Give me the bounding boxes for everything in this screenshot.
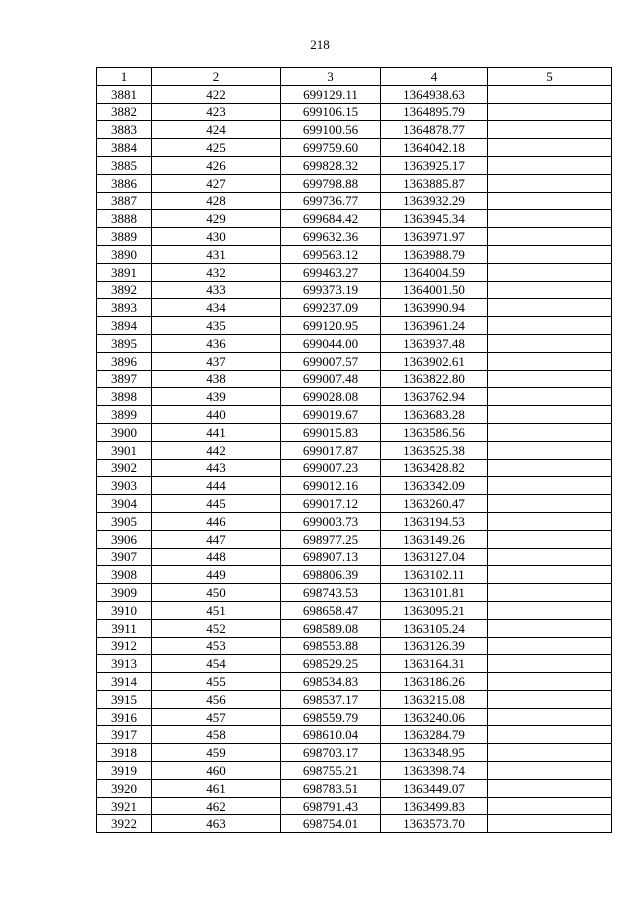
- table-cell-col-2: 423: [152, 103, 281, 121]
- column-header-1: 1: [97, 68, 152, 86]
- table-cell-col-5: [488, 388, 612, 406]
- table-cell-col-5: [488, 103, 612, 121]
- table-cell-col-1: 3895: [97, 334, 152, 352]
- table-row: [97, 762, 612, 780]
- table-cell-col-4: 1363961.24: [381, 317, 488, 335]
- table-cell-col-4: 1363149.26: [381, 530, 488, 548]
- table-cell-col-3: 698703.17: [281, 744, 381, 762]
- table-cell-col-1: 3916: [97, 708, 152, 726]
- table-cell-col-5: [488, 352, 612, 370]
- table-cell-col-2: 425: [152, 139, 281, 157]
- table-cell-col-2: 463: [152, 815, 281, 833]
- table-cell-col-1: 3922: [97, 815, 152, 833]
- table-row: [97, 673, 612, 691]
- table-cell-col-1: 3897: [97, 370, 152, 388]
- table-cell-col-4: 1363240.06: [381, 708, 488, 726]
- table-cell-col-5: [488, 245, 612, 263]
- table-cell-col-2: 459: [152, 744, 281, 762]
- table-cell-col-3: 698754.01: [281, 815, 381, 833]
- table-cell-col-3: 699019.67: [281, 406, 381, 424]
- table-cell-col-2: 437: [152, 352, 281, 370]
- table-cell-col-4: 1364001.50: [381, 281, 488, 299]
- table-cell-col-1: 3913: [97, 655, 152, 673]
- table-row: [97, 210, 612, 228]
- table-row: [97, 441, 612, 459]
- table-cell-col-1: 3919: [97, 762, 152, 780]
- table-cell-col-4: 1364042.18: [381, 139, 488, 157]
- table-cell-col-5: [488, 299, 612, 317]
- table-cell-col-5: [488, 726, 612, 744]
- table-cell-col-4: 1363101.81: [381, 584, 488, 602]
- table-row: [97, 156, 612, 174]
- table-cell-col-4: 1364895.79: [381, 103, 488, 121]
- column-header-2: 2: [152, 68, 281, 86]
- table-cell-col-4: 1363102.11: [381, 566, 488, 584]
- table-cell-col-2: 458: [152, 726, 281, 744]
- table-cell-col-5: [488, 334, 612, 352]
- table-cell-col-3: 698537.17: [281, 690, 381, 708]
- table-cell-col-4: 1363971.97: [381, 228, 488, 246]
- table-cell-col-4: 1363499.83: [381, 797, 488, 815]
- table-cell-col-1: 3917: [97, 726, 152, 744]
- table-cell-col-5: [488, 441, 612, 459]
- table-cell-col-1: 3893: [97, 299, 152, 317]
- table-cell-col-2: 433: [152, 281, 281, 299]
- table-cell-col-5: [488, 548, 612, 566]
- table-cell-col-3: 699044.00: [281, 334, 381, 352]
- table-cell-col-1: 3918: [97, 744, 152, 762]
- table-cell-col-1: 3920: [97, 779, 152, 797]
- table-row: [97, 566, 612, 584]
- table-cell-col-3: 698783.51: [281, 779, 381, 797]
- table-cell-col-1: 3896: [97, 352, 152, 370]
- table-cell-col-4: 1363586.56: [381, 423, 488, 441]
- table-cell-col-2: 462: [152, 797, 281, 815]
- table-cell-col-1: 3904: [97, 495, 152, 513]
- table-row: [97, 512, 612, 530]
- table-cell-col-1: 3901: [97, 441, 152, 459]
- table-cell-col-3: 699015.83: [281, 423, 381, 441]
- table-cell-col-4: 1363573.70: [381, 815, 488, 833]
- table-cell-col-3: 699007.57: [281, 352, 381, 370]
- table-cell-col-1: 3909: [97, 584, 152, 602]
- table-cell-col-3: 699129.11: [281, 85, 381, 103]
- table-cell-col-4: 1363215.08: [381, 690, 488, 708]
- table-cell-col-4: 1363186.26: [381, 673, 488, 691]
- table-cell-col-1: 3891: [97, 263, 152, 281]
- table-cell-col-2: 429: [152, 210, 281, 228]
- table-cell-col-4: 1363105.24: [381, 619, 488, 637]
- table-cell-col-1: 3892: [97, 281, 152, 299]
- table-cell-col-5: [488, 174, 612, 192]
- table-row: [97, 637, 612, 655]
- table-cell-col-2: 456: [152, 690, 281, 708]
- table-cell-col-2: 460: [152, 762, 281, 780]
- table-row: [97, 334, 612, 352]
- table-row: [97, 548, 612, 566]
- table-cell-col-5: [488, 192, 612, 210]
- table-cell-col-2: 461: [152, 779, 281, 797]
- table-cell-col-2: 426: [152, 156, 281, 174]
- table-cell-col-3: 699373.19: [281, 281, 381, 299]
- table-cell-col-3: 698559.79: [281, 708, 381, 726]
- table-cell-col-3: 698755.21: [281, 762, 381, 780]
- table-cell-col-1: 3915: [97, 690, 152, 708]
- table-cell-col-2: 439: [152, 388, 281, 406]
- table-cell-col-1: 3881: [97, 85, 152, 103]
- table-row: [97, 601, 612, 619]
- table-row: [97, 139, 612, 157]
- table-cell-col-3: 698610.04: [281, 726, 381, 744]
- table-cell-col-4: 1363885.87: [381, 174, 488, 192]
- table-cell-col-3: 699003.73: [281, 512, 381, 530]
- table-cell-col-3: 698907.13: [281, 548, 381, 566]
- table-cell-col-1: 3903: [97, 477, 152, 495]
- table-cell-col-2: 451: [152, 601, 281, 619]
- page-number: 218: [310, 37, 330, 52]
- table-cell-col-2: 424: [152, 121, 281, 139]
- table-cell-col-5: [488, 584, 612, 602]
- table-row: [97, 174, 612, 192]
- table-cell-col-3: 698977.25: [281, 530, 381, 548]
- table-cell-col-5: [488, 601, 612, 619]
- table-cell-col-1: 3900: [97, 423, 152, 441]
- table-row: [97, 779, 612, 797]
- table-row: [97, 103, 612, 121]
- table-body: [97, 85, 612, 832]
- table-cell-col-4: 1363762.94: [381, 388, 488, 406]
- table-cell-col-5: [488, 673, 612, 691]
- table-cell-col-2: 444: [152, 477, 281, 495]
- table-cell-col-2: 432: [152, 263, 281, 281]
- table-row: [97, 406, 612, 424]
- table-cell-col-1: 3894: [97, 317, 152, 335]
- table-cell-col-5: [488, 139, 612, 157]
- table-cell-col-3: 699017.12: [281, 495, 381, 513]
- table-cell-col-4: 1363932.29: [381, 192, 488, 210]
- table-cell-col-5: [488, 779, 612, 797]
- table-cell-col-3: 698589.08: [281, 619, 381, 637]
- table-cell-col-4: 1364004.59: [381, 263, 488, 281]
- table-cell-col-5: [488, 690, 612, 708]
- table-cell-col-3: 699736.77: [281, 192, 381, 210]
- table-row: [97, 121, 612, 139]
- table-row: [97, 317, 612, 335]
- table-cell-col-4: 1363284.79: [381, 726, 488, 744]
- table-cell-col-1: 3914: [97, 673, 152, 691]
- table-header-row: [97, 68, 612, 86]
- table-cell-col-4: 1363127.04: [381, 548, 488, 566]
- table-cell-col-3: 699017.87: [281, 441, 381, 459]
- table-cell-col-3: 699012.16: [281, 477, 381, 495]
- table-cell-col-1: 3902: [97, 459, 152, 477]
- table-cell-col-1: 3885: [97, 156, 152, 174]
- table-row: [97, 744, 612, 762]
- table-cell-col-2: 430: [152, 228, 281, 246]
- table-cell-col-3: 699237.09: [281, 299, 381, 317]
- table-cell-col-1: 3910: [97, 601, 152, 619]
- table-row: [97, 85, 612, 103]
- table-cell-col-2: 445: [152, 495, 281, 513]
- table-cell-col-2: 450: [152, 584, 281, 602]
- table-cell-col-3: 699007.23: [281, 459, 381, 477]
- table-cell-col-5: [488, 317, 612, 335]
- table-row: [97, 192, 612, 210]
- table-cell-col-3: 699007.48: [281, 370, 381, 388]
- table-cell-col-5: [488, 762, 612, 780]
- table-row: [97, 815, 612, 833]
- table-cell-col-3: 699759.60: [281, 139, 381, 157]
- coordinates-table: [96, 67, 612, 833]
- table-cell-col-2: 449: [152, 566, 281, 584]
- table-row: [97, 245, 612, 263]
- table-cell-col-5: [488, 156, 612, 174]
- table-cell-col-3: 699106.15: [281, 103, 381, 121]
- table-cell-col-2: 457: [152, 708, 281, 726]
- table-cell-col-5: [488, 459, 612, 477]
- table-row: [97, 299, 612, 317]
- table-cell-col-5: [488, 495, 612, 513]
- table-cell-col-3: 698534.83: [281, 673, 381, 691]
- table-cell-col-4: 1363925.17: [381, 156, 488, 174]
- table-cell-col-2: 455: [152, 673, 281, 691]
- table-cell-col-5: [488, 85, 612, 103]
- table-cell-col-2: 447: [152, 530, 281, 548]
- table-row: [97, 352, 612, 370]
- table-row: [97, 477, 612, 495]
- table-cell-col-1: 3906: [97, 530, 152, 548]
- table-cell-col-1: 3887: [97, 192, 152, 210]
- table-cell-col-4: 1363428.82: [381, 459, 488, 477]
- table-cell-col-1: 3921: [97, 797, 152, 815]
- table-cell-col-5: [488, 263, 612, 281]
- table-cell-col-3: 698529.25: [281, 655, 381, 673]
- table-row: [97, 228, 612, 246]
- table-cell-col-4: 1363902.61: [381, 352, 488, 370]
- table-cell-col-5: [488, 281, 612, 299]
- table-row: [97, 423, 612, 441]
- table-cell-col-4: 1363945.34: [381, 210, 488, 228]
- table-cell-col-5: [488, 423, 612, 441]
- table-cell-col-2: 448: [152, 548, 281, 566]
- table-row: [97, 726, 612, 744]
- table-cell-col-2: 442: [152, 441, 281, 459]
- table-cell-col-5: [488, 210, 612, 228]
- table-cell-col-4: 1363525.38: [381, 441, 488, 459]
- table-cell-col-1: 3912: [97, 637, 152, 655]
- table-cell-col-4: 1363988.79: [381, 245, 488, 263]
- column-header-3: 3: [281, 68, 381, 86]
- table-cell-col-2: 443: [152, 459, 281, 477]
- table-row: [97, 388, 612, 406]
- table-cell-col-5: [488, 708, 612, 726]
- table-cell-col-1: 3889: [97, 228, 152, 246]
- table-cell-col-4: 1363095.21: [381, 601, 488, 619]
- column-header-4: 4: [381, 68, 488, 86]
- table-cell-col-3: 698743.53: [281, 584, 381, 602]
- table-cell-col-1: 3884: [97, 139, 152, 157]
- table-cell-col-3: 698791.43: [281, 797, 381, 815]
- table-cell-col-3: 699632.36: [281, 228, 381, 246]
- table-cell-col-4: 1364878.77: [381, 121, 488, 139]
- table-row: [97, 530, 612, 548]
- table-cell-col-4: 1363348.95: [381, 744, 488, 762]
- table-cell-col-3: 698553.88: [281, 637, 381, 655]
- table-cell-col-2: 436: [152, 334, 281, 352]
- table-cell-col-2: 441: [152, 423, 281, 441]
- table-cell-col-2: 440: [152, 406, 281, 424]
- table-row: [97, 655, 612, 673]
- table-cell-col-5: [488, 228, 612, 246]
- table-cell-col-5: [488, 797, 612, 815]
- table-cell-col-3: 699100.56: [281, 121, 381, 139]
- table-cell-col-3: 699463.27: [281, 263, 381, 281]
- table-cell-col-5: [488, 406, 612, 424]
- table-row: [97, 619, 612, 637]
- table-cell-col-4: 1363398.74: [381, 762, 488, 780]
- table-row: [97, 459, 612, 477]
- table-cell-col-1: 3908: [97, 566, 152, 584]
- table-row: [97, 584, 612, 602]
- table-cell-col-5: [488, 370, 612, 388]
- table-cell-col-2: 454: [152, 655, 281, 673]
- table-cell-col-4: 1363683.28: [381, 406, 488, 424]
- table-cell-col-2: 446: [152, 512, 281, 530]
- table-cell-col-3: 698658.47: [281, 601, 381, 619]
- column-header-5: 5: [488, 68, 612, 86]
- table-cell-col-5: [488, 619, 612, 637]
- table-cell-col-5: [488, 566, 612, 584]
- table-cell-col-3: 699828.32: [281, 156, 381, 174]
- table-cell-col-1: 3898: [97, 388, 152, 406]
- table-cell-col-5: [488, 477, 612, 495]
- table-cell-col-1: 3888: [97, 210, 152, 228]
- table-cell-col-3: 699684.42: [281, 210, 381, 228]
- table-row: [97, 281, 612, 299]
- table-cell-col-4: 1363126.39: [381, 637, 488, 655]
- table-cell-col-4: 1363164.31: [381, 655, 488, 673]
- table-cell-col-5: [488, 655, 612, 673]
- table-cell-col-3: 699028.08: [281, 388, 381, 406]
- table-cell-col-3: 698806.39: [281, 566, 381, 584]
- table-cell-col-3: 699798.88: [281, 174, 381, 192]
- table-cell-col-1: 3907: [97, 548, 152, 566]
- table-cell-col-4: 1363449.07: [381, 779, 488, 797]
- table-cell-col-1: 3886: [97, 174, 152, 192]
- table-cell-col-3: 699563.12: [281, 245, 381, 263]
- table-cell-col-2: 427: [152, 174, 281, 192]
- table-cell-col-4: 1363937.48: [381, 334, 488, 352]
- table-cell-col-4: 1363260.47: [381, 495, 488, 513]
- table-cell-col-4: 1363990.94: [381, 299, 488, 317]
- table-row: [97, 690, 612, 708]
- table-cell-col-2: 431: [152, 245, 281, 263]
- table-cell-col-5: [488, 815, 612, 833]
- table-cell-col-4: 1364938.63: [381, 85, 488, 103]
- table-row: [97, 797, 612, 815]
- table-cell-col-2: 452: [152, 619, 281, 637]
- table-cell-col-2: 438: [152, 370, 281, 388]
- table-cell-col-1: 3899: [97, 406, 152, 424]
- table-cell-col-5: [488, 512, 612, 530]
- table-cell-col-1: 3890: [97, 245, 152, 263]
- table-cell-col-1: 3883: [97, 121, 152, 139]
- table-cell-col-2: 428: [152, 192, 281, 210]
- table-row: [97, 495, 612, 513]
- table-cell-col-1: 3882: [97, 103, 152, 121]
- table-cell-col-5: [488, 744, 612, 762]
- table-cell-col-1: 3905: [97, 512, 152, 530]
- table-cell-col-1: 3911: [97, 619, 152, 637]
- table-cell-col-2: 453: [152, 637, 281, 655]
- table-cell-col-2: 435: [152, 317, 281, 335]
- table-row: [97, 370, 612, 388]
- table-cell-col-5: [488, 637, 612, 655]
- table-cell-col-5: [488, 121, 612, 139]
- table-cell-col-3: 699120.95: [281, 317, 381, 335]
- table-cell-col-4: 1363194.53: [381, 512, 488, 530]
- table-row: [97, 708, 612, 726]
- table-cell-col-2: 422: [152, 85, 281, 103]
- table-cell-col-4: 1363822.80: [381, 370, 488, 388]
- table-cell-col-2: 434: [152, 299, 281, 317]
- table-cell-col-4: 1363342.09: [381, 477, 488, 495]
- table-cell-col-5: [488, 530, 612, 548]
- table-row: [97, 263, 612, 281]
